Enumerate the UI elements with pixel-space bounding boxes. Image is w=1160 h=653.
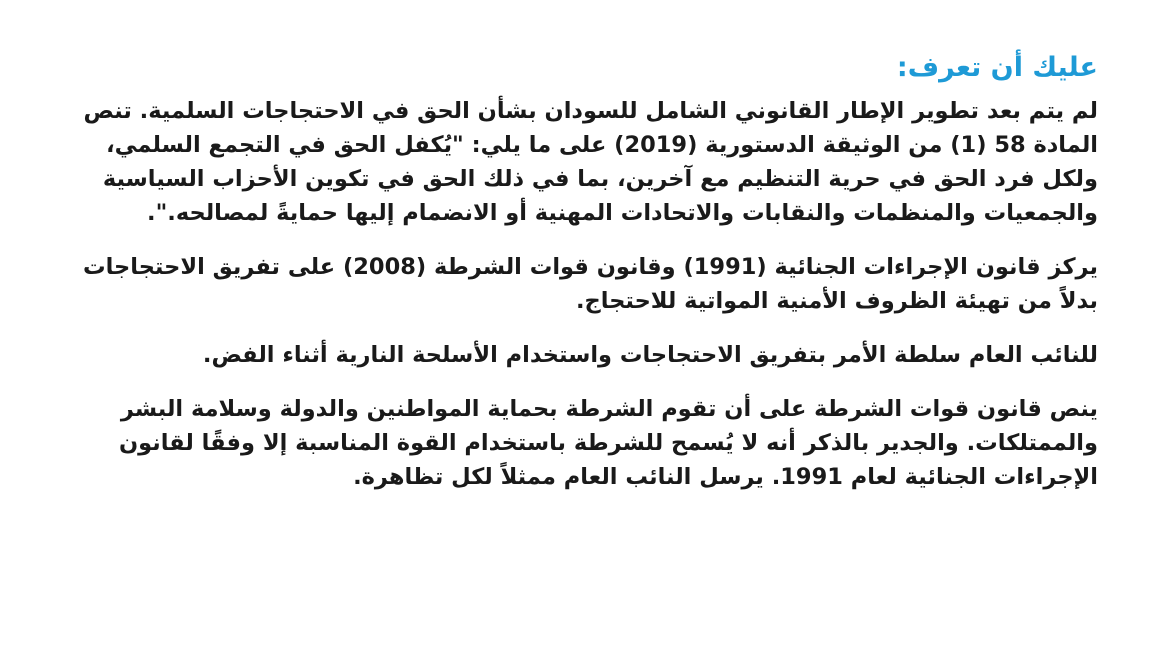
paragraph-legal-framework: لم يتم بعد تطوير الإطار القانوني الشامل للسودان بشأن الحق في الاحتجاجات السلمية. تنص المادة 58 (1) من الوثيقة الدستورية (2019) على ما يلي: "يُكفل الحق في التجمع السلمي، ولكل فرد الحق في حرية التنظيم مع آخرين، بما في ذلك الحق في تكوين الأحزاب السياسية والجمعيات والمنظمات والنقابات والاتحادات المهنية أو الانضمام إليها حمايةً لمصالحه.". <box>83 98 1098 226</box>
slide-heading: عليك أن تعرف: <box>896 52 1098 83</box>
paragraph-criminal-procedure: يركز قانون الإجراءات الجنائية (1991) وقانون قوات الشرطة (2008) على تفريق الاحتجاجات بدلاً من تهيئة الظروف الأمنية المواتية للاحتجاج. <box>82 254 1098 314</box>
slide-content <box>53 48 1098 514</box>
paragraph-attorney-general: للنائب العام سلطة الأمر بتفريق الاحتجاجات واستخدام الأسلحة النارية أثناء الفض. <box>202 342 1098 368</box>
paragraph-police-law: ينص قانون قوات الشرطة على أن تقوم الشرطة بحماية المواطنين والدولة وسلامة البشر والممتلكات. والجدير بالذكر أنه لا يُسمح للشرطة باستخدام القوة المناسبة إلا وفقًا لقانون الإجراءات الجنائية لعام 1991. يرسل النائب العام ممثلاً لكل تظاهرة. <box>118 396 1098 490</box>
